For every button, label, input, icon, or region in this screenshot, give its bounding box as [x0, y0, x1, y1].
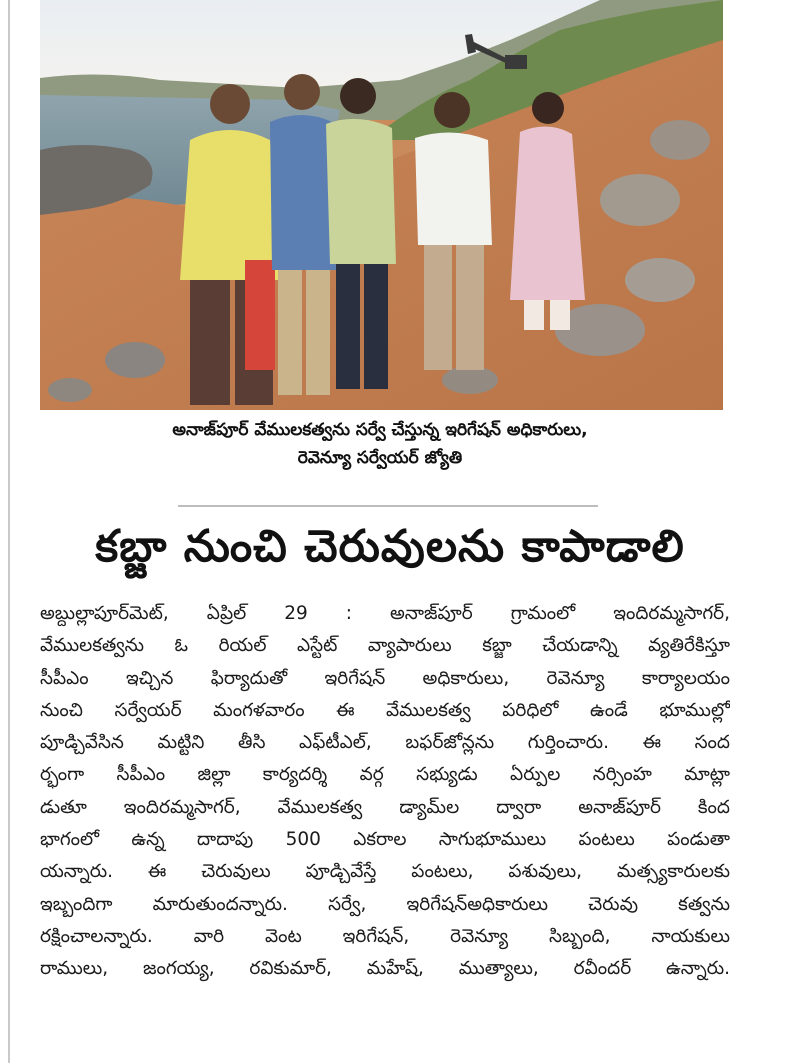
body-line: అబ్దుల్లాపూర్‌మెట్‌, ఏప్రిల్‌ 29 : అనాజ్‌పూర్‌ గ్రామంలో ఇందిరమ్మసాగర్‌, [40, 603, 730, 624]
divider [178, 505, 598, 507]
column-rule [8, 0, 10, 1063]
body-line: ఇబ్బందిగా మారుతుందన్నారు. సర్వే, ఇరిగేషన్‌అధికారులు చెరువు కత్వను [40, 893, 730, 915]
caption-line: రెవెన్యూ సర్వేయర్‌ జ్యోతి [297, 448, 463, 468]
article-body [40, 598, 730, 986]
news-photo [40, 0, 723, 410]
body-line: రాములు, జంగయ్య, రవికుమార్‌, మహేష్‌, ముత్యాలు, రవీందర్‌ ఉన్నారు. [40, 958, 730, 980]
caption-line: అనాజ్‌పూర్‌ వేములకత్వను సర్వే చేస్తున్న ఇరిగేషన్‌ అధికారులు, [172, 420, 588, 440]
body-line: వేములకత్వను ఓ రియల్‌ ఎస్టేట్‌ వ్యాపారులు కబ్జా చేయడాన్ని వ్యతిరేకిస్తూ [40, 635, 730, 657]
article-headline: కబ్జా నుంచి చెరువులను కాపాడాలి [95, 521, 685, 572]
body-line: సీపీఎం ఇచ్చిన ఫిర్యాదుతో ఇరిగేషన్‌ అధికారులు, రెవెన్యూ కార్యాలయం [40, 667, 730, 689]
body-line: ర్భంగా సీపీఎం జిల్లా కార్యదర్శి వర్గ సభ్యుడు ఏర్పుల నర్సింహ మాట్లా [40, 764, 730, 786]
body-line: పూడ్చివేసిన మట్టిని తీసి ఎఫ్‌టీఎల్‌, బఫర్‌జోన్లను గుర్తించారు. ఈ సంద [40, 732, 730, 754]
photo-caption [60, 416, 700, 472]
body-line: రక్షించాలన్నారు. వారి వెంట ఇరిగేషన్‌, రెవెన్యూ సిబ్బంది, నాయకులు [40, 925, 730, 947]
body-line: నుంచి సర్వేయర్‌ మంగళవారం ఈ వేములకత్వ పరిధిలో ఉండే భూముల్లో [40, 699, 730, 721]
body-line: యన్నారు. ఈ చెరువులు పూడ్చివేస్తే పంటలు, పశువులు, మత్స్యకారులకు [40, 861, 730, 883]
body-line: డుతూ ఇందిరమ్మసాగర్‌, వేములకత్వ డ్యామ్‌ల ద్వారా అనాజ్‌పూర్‌ కింద [40, 796, 730, 818]
body-line: భాగంలో ఉన్న దాదాపు 500 ఎకరాల సాగుభూములు పంటలు పండుతా [40, 829, 730, 851]
